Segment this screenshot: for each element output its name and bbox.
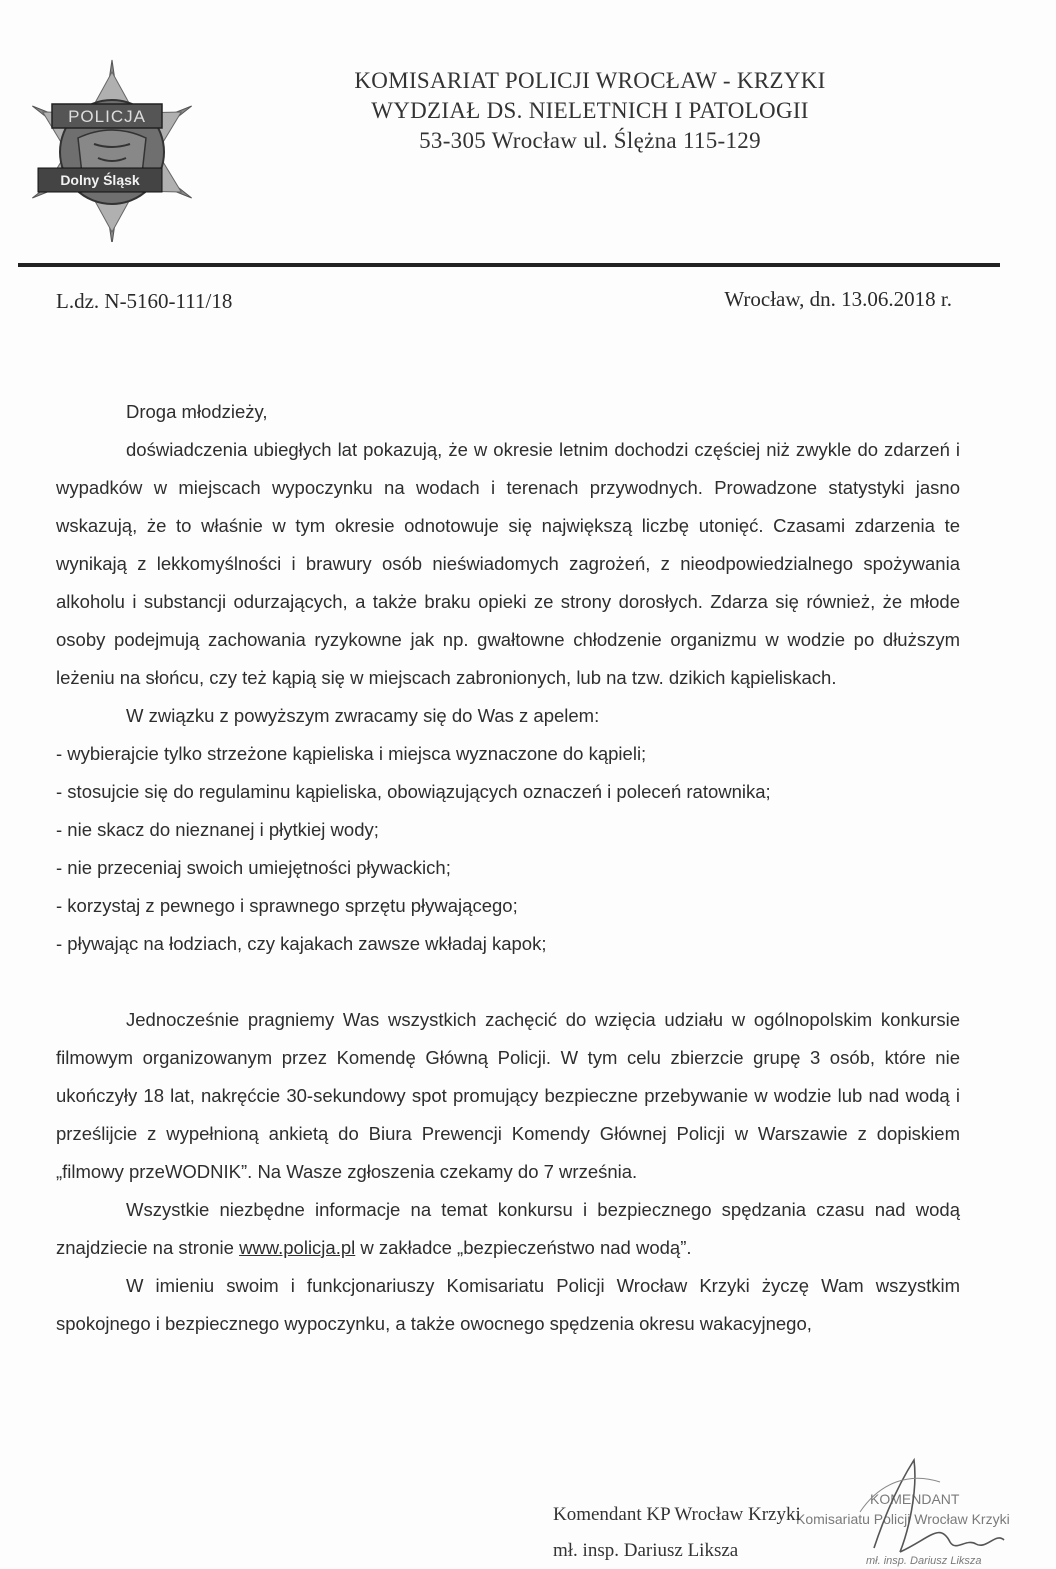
logo-text-bottom: Dolny Śląsk <box>60 172 140 188</box>
paragraph-4 <box>56 1191 960 1267</box>
list-item: - nie przeceniaj swoich umiejętności pływackich; <box>56 857 451 878</box>
paragraph-5: W imieniu swoim i funkcjonariuszy Komisariatu Policji Wrocław Krzyki życzę Wam wszystkim spokojnego i bezpiecznego wypoczynku, a także owocnego spędzenia okresu wakacyjnego, <box>56 1275 960 1334</box>
stamp-line1: KOMENDANT <box>870 1491 960 1507</box>
list-item: - nie skacz do nieznanej i płytkiej wody; <box>56 819 379 840</box>
logo-text-top: POLICJA <box>68 107 146 126</box>
paragraph-3: Jednocześnie pragniemy Was wszystkich zachęcić do wzięcia udziału w ogólnopolskim konkursie filmowym organizowanym przez Komendę Główną Policji. W tym celu zbierzcie grupę 3 osób, które nie ukończyły 18 lat, nakręćcie 30-sekundowy spot promujący bezpieczne przebywanie w wodzie lub nad wodą i prześlijcie z wypełnioną ankietą do Biura Prewencji Komendy Głównej Policji w Warszawie z dopiskiem „filmowy przeWODNIK”. Na Wasze zgłoszenia czekamy do 7 września. <box>56 1009 960 1182</box>
header-divider <box>18 263 1000 267</box>
reference-number: L.dz. N-5160-111/18 <box>56 289 233 313</box>
policja-link[interactable]: www.policja.pl <box>239 1237 356 1258</box>
letterhead-line2: WYDZIAŁ DS. NIELETNICH I PATOLOGII <box>371 98 809 123</box>
official-stamp <box>790 1452 1056 1568</box>
letter-body <box>56 393 960 1343</box>
paragraph-1: doświadczenia ubiegłych lat pokazują, że w okresie letnim dochodzi częściej niż zwykle do zdarzeń i wypadków w miejscach wypoczynku na wodach i terenach przywodnych. Prowadzone statystyki jasno wskazują, że to właśnie w tym okresie odnotowuje się największą liczbę utonięć. Czasami zdarzenia te wynikają z lekkomyślności i brawury osób nieświadomych zagrożeń, z nieodpowiedzialnego spożywania alkoholu i substancji odurzających, a także braku opieki ze strony dorosłych. Zdarza się również, że młode osoby podejmują zachowania ryzykowne jak np. gwałtowne chłodzenie organizmu w wodzie po dłuższym leżeniu na słońcu, czy też kąpią się w miejscach zabronionych, lub na tzw. dzikich kąpieliskach. <box>56 439 960 688</box>
greeting: Droga młodzieży, <box>126 401 268 422</box>
signatory-title: Komendant KP Wrocław Krzyki <box>553 1504 801 1525</box>
signature-block <box>553 1497 801 1569</box>
list-item: - pływając na łodziach, czy kajakach zawsze wkładaj kapok; <box>56 933 547 954</box>
letter-date: Wrocław, dn. 13.06.2018 r. <box>724 287 952 311</box>
letterhead <box>300 66 880 156</box>
paragraph-4-text: Wszystkie niezbędne informacje na temat konkursu i bezpiecznego spędzania czasu nad wodą znajdziecie na stronie <box>56 1199 960 1258</box>
paragraph-4-end: w zakładce „bezpieczeństwo nad wodą”. <box>355 1237 692 1258</box>
letterhead-address: 53-305 Wrocław ul. Ślężna 115-129 <box>419 128 761 153</box>
list-item: - wybierajcie tylko strzeżone kąpieliska i miejsca wyznaczone do kąpieli; <box>56 743 647 764</box>
paragraph-2: W związku z powyższym zwracamy się do Was z apelem: <box>126 705 600 726</box>
list-item: - stosujcie się do regulaminu kąpieliska, obowiązujących oznaczeń i poleceń ratownika; <box>56 781 771 802</box>
stamp-line3: mł. insp. Dariusz Liksza <box>866 1555 982 1567</box>
letterhead-line1: KOMISARIAT POLICJI WROCŁAW - KRZYKI <box>354 68 826 93</box>
list-item: - korzystaj z pewnego i sprawnego sprzętu pływającego; <box>56 895 518 916</box>
spacer <box>56 963 960 1001</box>
police-star-logo <box>8 52 216 242</box>
safety-rules-list <box>56 735 960 963</box>
stamp-line2: Komisariatu Policji Wrocław Krzyki <box>796 1511 1010 1527</box>
signatory-name: mł. insp. Dariusz Liksza <box>553 1540 739 1561</box>
